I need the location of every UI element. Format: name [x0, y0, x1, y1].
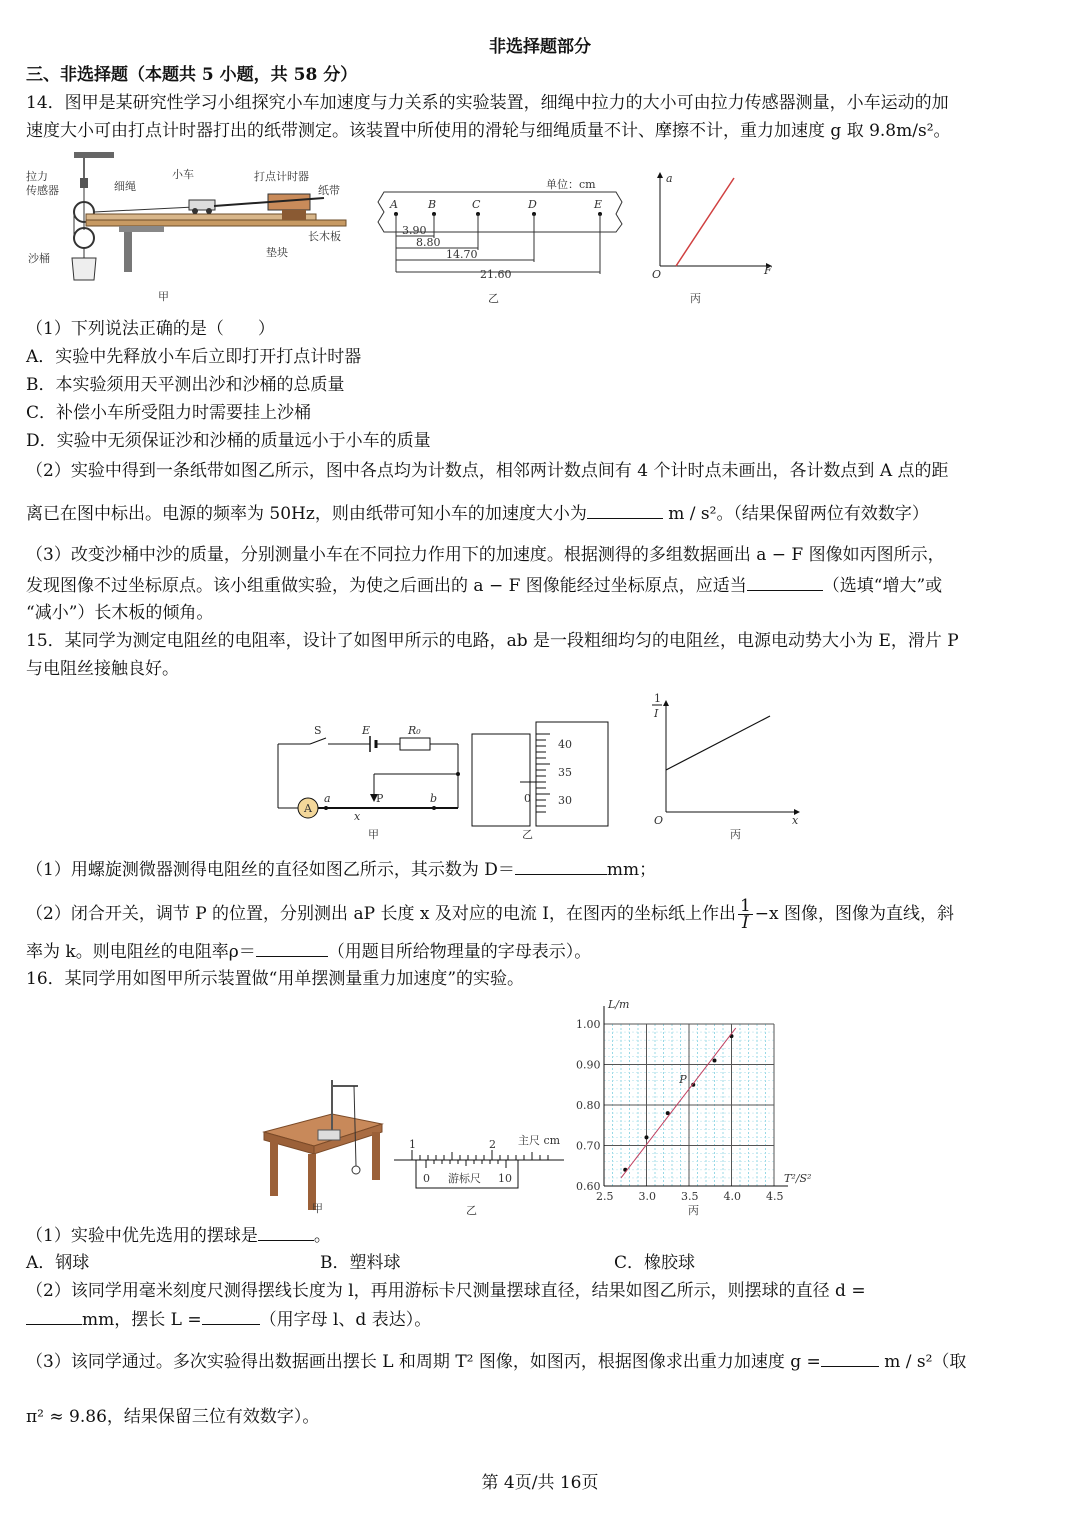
caption-yi: 乙	[488, 292, 499, 305]
graph-grid	[604, 1006, 788, 1186]
caption-graph: 丙	[730, 828, 741, 841]
dist-AD: 14.70	[446, 248, 478, 261]
label-tape: 纸带	[318, 184, 340, 197]
q15-part1-blank[interactable]	[515, 856, 607, 875]
caliper-vernier-tick-0: 0	[423, 1172, 430, 1185]
fraction-denominator: I	[742, 913, 749, 933]
caliper-main-tick-1: 1	[409, 1138, 416, 1151]
point-C: C	[472, 198, 481, 211]
graph-x-label: T²/S²	[784, 1172, 812, 1185]
section-title	[26, 62, 357, 88]
q15-part2-blank[interactable]	[256, 938, 328, 957]
caliper-main-label: 主尺 cm	[518, 1134, 561, 1147]
y-tick-100: 1.00	[576, 1018, 601, 1031]
q14-fig-apparatus	[24, 150, 364, 310]
q16-part3-text: （3）该同学通过。多次实验得出数据画出摆长 L 和周期 T² 图像，如图丙，根据图像求出重力加速度 g =	[26, 1352, 821, 1372]
q15-part2-line1	[26, 898, 954, 931]
dist-AC: 8.80	[416, 236, 441, 249]
graph-y-label: L/m	[608, 998, 630, 1011]
q16-option-A: A．钢球	[26, 1253, 90, 1273]
q15-part1	[26, 856, 656, 883]
label-rope: 细绳	[114, 180, 136, 193]
micrometer-tick-35: 35	[558, 766, 572, 779]
caption-circuit: 甲	[368, 828, 379, 841]
graph-y-num: 1	[654, 692, 661, 705]
caption-bing: 丙	[690, 292, 701, 305]
dist-AB: 3.90	[402, 224, 427, 237]
y-tick-060: 0.60	[576, 1180, 601, 1193]
caption-pendulum: 甲	[312, 1202, 323, 1214]
circuit-b: b	[430, 792, 438, 805]
micrometer-tick-30: 30	[558, 794, 572, 807]
circuit-emf: E	[362, 724, 371, 737]
q14-part3-line1: （3）改变沙桶中沙的质量，分别测量小车在不同拉力作用下的加速度。根据测得的多组数据画出 a − F 图像如丙图所示，	[26, 545, 945, 565]
graph-point-P: P	[679, 1072, 687, 1086]
q16-part3-take: （取	[932, 1352, 967, 1372]
caption-micrometer: 乙	[522, 828, 533, 841]
q16-part2-blank-L[interactable]	[202, 1306, 260, 1325]
label-force-1: 拉力	[26, 170, 48, 183]
graph-origin: O	[652, 268, 662, 281]
circuit-switch: S	[314, 724, 322, 737]
caliper-vernier-label: 游标尺	[448, 1172, 481, 1185]
q16-stem: 16．某同学用如图甲所示装置做“用单摆测量重力加速度”的实验。	[26, 969, 525, 989]
y-tick-070: 0.70	[576, 1139, 601, 1153]
q16-part2-text: mm，摆长 L =	[82, 1310, 202, 1330]
q14-part2-text: 离已在图中标出。电源的频率为 50Hz，则由纸带可知小车的加速度大小为	[26, 504, 587, 524]
caption-graph16: 丙	[688, 1204, 699, 1217]
q15-part1-unit: mm；	[606, 860, 657, 880]
q14-option-A: A．实验中先释放小车后立即打开打点计时器	[26, 347, 362, 367]
x-tick-35: 3.5	[681, 1190, 699, 1203]
x-tick-30: 3.0	[638, 1190, 656, 1203]
label-block: 垫块	[266, 246, 288, 259]
caliper-vernier-tick-10: 10	[498, 1172, 512, 1185]
q14-option-B: B．本实验须用天平测出沙和沙桶的总质量	[26, 375, 345, 395]
graph-y-den: I	[654, 707, 659, 720]
q16-fig-pendulum	[262, 1074, 388, 1214]
tape-unit: 单位：cm	[546, 178, 596, 191]
point-B: B	[428, 198, 437, 211]
q15-fig-circuit	[270, 716, 470, 842]
q14-part2-unit: m / s²	[668, 504, 717, 524]
q15-stem-line2: 与电阻丝接触良好。	[26, 659, 179, 679]
q16-part2-note: （用字母 l、d 表达）。	[259, 1310, 432, 1330]
q16-fig-caliper	[392, 1130, 568, 1216]
section-score: 58	[293, 65, 318, 85]
q16-part1-end: 。	[313, 1226, 331, 1246]
y-tick-080: 0.80	[576, 1099, 601, 1112]
q16-part2-line2	[26, 1306, 431, 1333]
section-prefix: 三、非选择题（本题共	[26, 65, 202, 85]
caliper-main-tick-2: 2	[489, 1138, 496, 1151]
q15-part2-note: （用题目所给物理量的字母表示）。	[327, 942, 592, 962]
q16-options	[26, 1250, 696, 1276]
q15-part2-line2	[26, 938, 591, 965]
fit-line	[621, 1028, 736, 1178]
data-point	[645, 1135, 649, 1139]
label-timer: 打点计时器	[254, 170, 309, 183]
circuit-p: P	[376, 792, 384, 805]
micrometer-zero: 0	[524, 792, 531, 805]
q14-part3-choice: （选填“增大”或	[822, 576, 943, 596]
q16-part3-line2: π² ≈ 9.86，结果保留三位有效数字）。	[26, 1407, 320, 1427]
q15-fig-micrometer	[470, 720, 612, 842]
circuit-a: a	[324, 792, 331, 805]
y-tick-090: 0.90	[576, 1058, 601, 1072]
x-tick-40: 4.0	[723, 1190, 741, 1203]
page-footer: 第 4页/共 16页	[481, 1473, 599, 1493]
label-force-2: 传感器	[26, 184, 59, 197]
point-A: A	[390, 198, 398, 211]
q14-part2-line2	[26, 500, 929, 527]
q16-part3-line1	[26, 1348, 966, 1375]
data-point	[713, 1058, 717, 1062]
q15-fig-graph	[646, 690, 808, 842]
q16-part1-text: （1）实验中优先选用的摆球是	[26, 1226, 258, 1246]
circuit-x: x	[354, 810, 361, 823]
point-D: D	[528, 198, 537, 211]
graph-a-label: a	[666, 172, 673, 185]
section-count: 5	[201, 65, 214, 85]
q14-part2-blank[interactable]	[587, 500, 663, 519]
label-cart: 小车	[172, 168, 194, 181]
ammeter-icon: A	[304, 802, 312, 815]
q16-option-C: C．橡胶球	[614, 1253, 696, 1273]
q14-part3-line3: “减小”）长木板的倾角。	[26, 603, 214, 623]
x-tick-25: 2.5	[596, 1190, 614, 1203]
graph-F-label: F	[764, 264, 772, 277]
q15-part2-text: （2）闭合开关，调节 P 的位置，分别测出 aP 长度 x 及对应的电流 I，在图丙的坐标纸上作出	[26, 904, 736, 924]
q15-part2-text2: −x 图像，图像为直线，斜	[754, 904, 955, 924]
point-E: E	[594, 198, 603, 211]
q14-fig-tape	[376, 174, 626, 310]
q14-part3-line2	[26, 572, 942, 599]
graph-origin: O	[654, 814, 664, 827]
part-header: 非选择题部分	[489, 37, 591, 57]
q16-option-B: B．塑料球	[320, 1253, 401, 1273]
micrometer-tick-40: 40	[558, 738, 572, 751]
graph-x-label: x	[792, 814, 799, 827]
q16-part2-line1: （2）该同学用毫米刻度尺测得摆线长度为 l，再用游标卡尺测量摆球直径，结果如图乙所示，则摆球的直径 d =	[26, 1281, 866, 1301]
q14-part2-line1: （2）实验中得到一条纸带如图乙所示，图中各点均为计数点，相邻两计数点间有 4 个计时点未画出，各计数点到 A 点的距	[26, 461, 949, 481]
q16-part3-blank[interactable]	[821, 1348, 879, 1367]
q14-fig-graph	[646, 170, 786, 310]
q16-fig-graph	[574, 996, 814, 1218]
q14-part3-blank[interactable]	[747, 572, 823, 591]
section-mid: 小题，共	[213, 65, 294, 85]
q16-part1-blank[interactable]	[258, 1222, 314, 1241]
q14-option-C: C．补偿小车所受阻力时需要挂上沙桶	[26, 403, 312, 423]
q15-part1-text: （1）用螺旋测微器测得电阻丝的直径如图乙所示，其示数为 D＝	[26, 860, 515, 880]
dist-AE: 21.60	[480, 268, 512, 281]
q16-part2-blank-d[interactable]	[26, 1306, 82, 1325]
fraction-numerator: 1	[739, 896, 751, 916]
circuit-resistor: R₀	[408, 724, 421, 737]
caption-jia: 甲	[158, 290, 169, 303]
q14-stem-line1: 14．图甲是某研究性学习小组探究小车加速度与力关系的实验装置，细绳中拉力的大小可由拉力传感器测量，小车运动的加	[26, 93, 949, 113]
label-bucket: 沙桶	[28, 252, 50, 265]
q15-part2-text3: 率为 k。则电阻丝的电阻率ρ＝	[26, 942, 256, 962]
q14-part3-text: 发现图像不过坐标原点。该小组重做实验，为使之后画出的 a − F 图像能经过坐标原点，应适当	[26, 576, 747, 596]
q14-part2-note: 。（结果保留两位有效数字）	[716, 504, 929, 524]
caption-caliper: 乙	[466, 1204, 477, 1216]
q14-option-D: D．实验中无须保证沙和沙桶的质量远小于小车的质量	[26, 431, 431, 451]
q14-part1: （1）下列说法正确的是（ ）	[26, 319, 275, 339]
q16-part3-unit: m / s²	[884, 1352, 933, 1372]
q15-fraction	[738, 898, 753, 931]
x-tick-45: 4.5	[766, 1190, 784, 1203]
section-suffix: 分）	[317, 65, 358, 85]
label-board: 长木板	[308, 230, 341, 243]
q16-part1	[26, 1222, 331, 1249]
q14-stem-line2: 速度大小可由打点计时器打出的纸带测定。该装置中所使用的滑轮与细绳质量不计、摩擦不计，重力加速度 g 取 9.8m/s²。	[26, 121, 951, 141]
q15-stem-line1: 15．某同学为测定电阻丝的电阻率，设计了如图甲所示的电路，ab 是一段粗细均匀的电阻丝，电源电动势大小为 E，滑片 P	[26, 631, 959, 651]
